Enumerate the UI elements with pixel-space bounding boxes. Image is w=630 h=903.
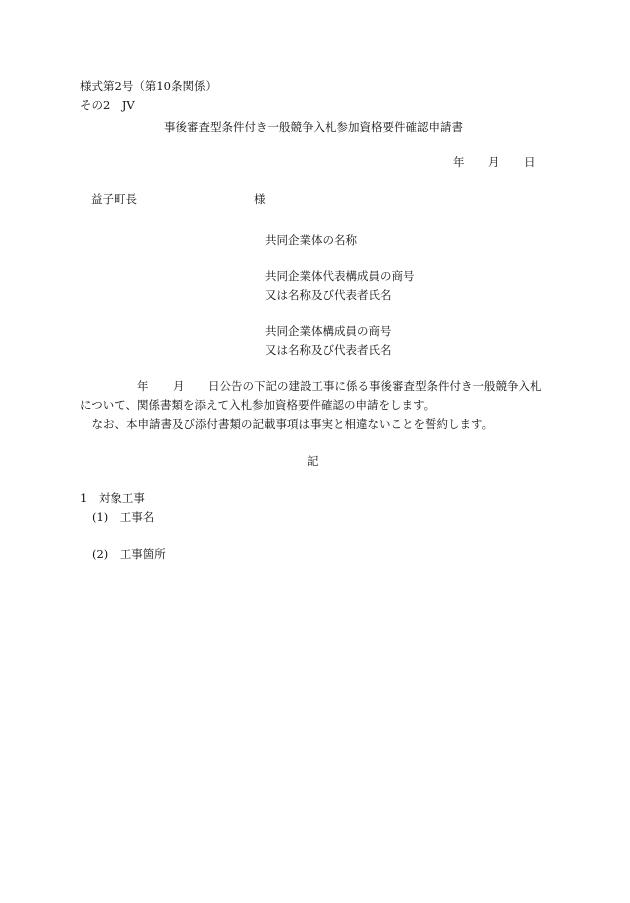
jv-name-label: 共同企業体の名称 <box>265 233 357 247</box>
body-line3: なお、本申請書及び添付書類の記載事項は事実と相違ないことを誓約します。 <box>80 417 494 431</box>
item-work-name: (1) 工事名 <box>92 510 155 524</box>
date-day: 日 <box>524 155 536 169</box>
addressee-honorific: 様 <box>254 192 266 206</box>
body-line1: 日公告の下記の建設工事に係る事後審査型条件付き一般競争入札 <box>208 379 542 393</box>
ki-heading: 記 <box>307 454 319 468</box>
date-year: 年 <box>453 155 465 169</box>
date-line <box>0 154 630 170</box>
member-label-line1: 共同企業体構成員の商号 <box>265 324 392 338</box>
document-title: 事後審査型条件付き一般競争入札参加資格要件確認申請書 <box>164 120 463 134</box>
member-label-line2: 又は名称及び代表者氏名 <box>265 343 392 357</box>
body-line2: について、関係書類を添えて入札参加資格要件確認の申請をします。 <box>80 398 436 412</box>
body-year: 年 <box>137 379 149 393</box>
body-month: 月 <box>173 379 185 393</box>
form-number: 様式第2号（第10条関係） <box>80 79 217 93</box>
item-work-location: (2) 工事箇所 <box>92 547 166 561</box>
representative-label-line2: 又は名称及び代表者氏名 <box>265 288 392 302</box>
date-month: 月 <box>488 155 500 169</box>
representative-label-line1: 共同企業体代表構成員の商号 <box>265 269 415 283</box>
addressee-name: 益子町長 <box>91 192 137 206</box>
form-sub-number: その2 JV <box>80 98 135 112</box>
section-target-work: 1 対象工事 <box>80 491 145 505</box>
